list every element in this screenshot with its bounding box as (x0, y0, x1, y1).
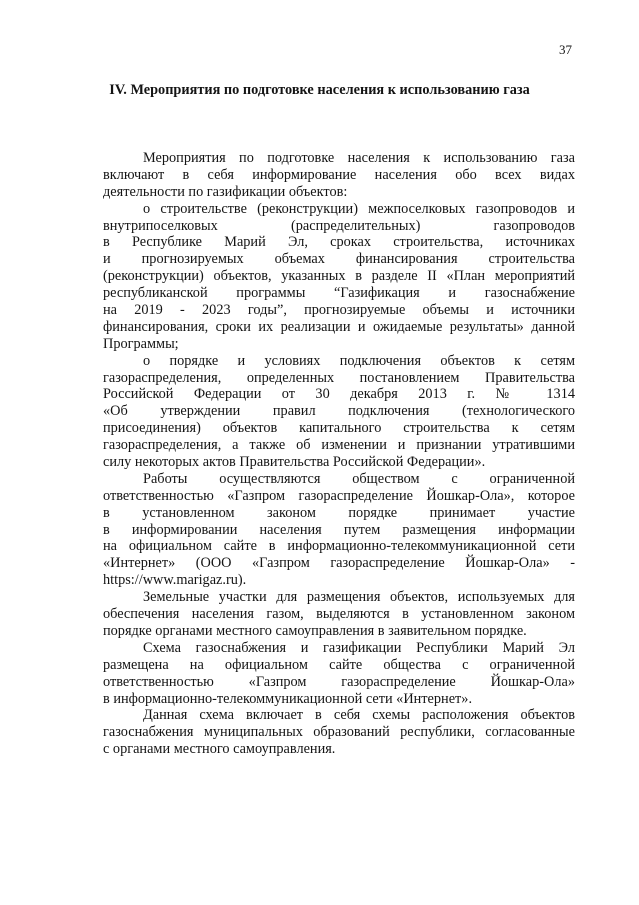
text-line: ответственностью «Газпром газораспределение Йошкар-Ола» (103, 673, 575, 690)
paragraph (103, 353, 575, 471)
text-line: деятельности по газификации объектов: (103, 183, 348, 200)
text-line: ответственностью «Газпром газораспределение Йошкар-Ола», которое (103, 487, 575, 504)
paragraph (103, 640, 575, 708)
text-line: и прогнозируемых объемах финансирования строительства (103, 251, 575, 268)
text-line: на 2019 - 2023 годы”, прогнозируемые объемы и источники (103, 302, 575, 319)
text-line: газораспределения, а также об изменении и признании утратившими (103, 437, 575, 454)
text-line: (реконструкции) объектов, указанных в разделе II «План мероприятий (103, 268, 575, 285)
text-line: финансирования, сроки их реализации и ожидаемые результаты» данной (103, 318, 575, 335)
text-line: Российской Федерации от 30 декабря 2013 г. № 1314 (103, 386, 575, 403)
body-text (103, 150, 575, 758)
text-line: Схема газоснабжения и газификации Республики Марий Эл (143, 639, 575, 656)
text-line: Мероприятия по подготовке населения к использованию газа (143, 150, 575, 166)
text-line: включают в себя информирование населения обо всех видах (103, 166, 575, 183)
text-line: Земельные участки для размещения объектов, используемых для (143, 589, 575, 606)
paragraph (103, 707, 575, 758)
text-line: Работы осуществляются обществом с ограниченной (143, 470, 575, 487)
text-line: в установленном законом порядке принимает участие (103, 504, 575, 521)
text-line: силу некоторых актов Правительства Российской Федерации». (103, 454, 486, 471)
text-line: в Республике Марий Эл, сроках строительства, источниках (103, 234, 575, 251)
text-line: «Об утверждении правил подключения (технологического (103, 403, 575, 420)
text-line: в информировании населения путем размещения информации (103, 521, 575, 538)
text-line: республиканской программы “Газификация и газоснабжение (103, 285, 575, 302)
text-line: https://www.marigaz.ru). (103, 572, 247, 589)
text-line: в информационно-телекоммуникационной сети «Интернет». (103, 690, 473, 707)
text-line: обеспечения населения газом, выделяются в установленном законом (103, 606, 575, 623)
text-line: на официальном сайте в информационно-телекоммуникационной сети (103, 538, 575, 555)
page-number: 37 (559, 42, 572, 57)
text-line: Данная схема включает в себя схемы расположения объектов (143, 707, 575, 724)
text-line: внутрипоселковых (распределительных) газопроводов (103, 217, 575, 234)
text-line: порядке органами местного самоуправления в заявительном порядке. (103, 622, 527, 639)
paragraph (103, 150, 575, 201)
section-heading: IV. Мероприятия по подготовке населения к использованию газа (109, 82, 530, 98)
text-line: газораспределения, определенных постановлением Правительства (103, 369, 575, 386)
text-line: «Интернет» (ООО «Газпром газораспределение Йошкар-Ола» - (103, 555, 575, 572)
text-line: присоединения) объектов капитального строительства к сетям (103, 420, 575, 437)
paragraph (103, 201, 575, 353)
text-line: размещена на официальном сайте общества с ограниченной (103, 656, 575, 673)
text-line: газоснабжения муниципальных образований республики, согласованные (103, 724, 575, 741)
paragraph (103, 471, 575, 589)
paragraph (103, 589, 575, 640)
text-line: Программы; (103, 335, 179, 352)
text-line: с органами местного самоуправления. (103, 741, 336, 758)
text-line: о порядке и условиях подключения объектов к сетям (143, 352, 575, 369)
text-line: о строительстве (реконструкции) межпоселковых газопроводов и (143, 200, 575, 217)
